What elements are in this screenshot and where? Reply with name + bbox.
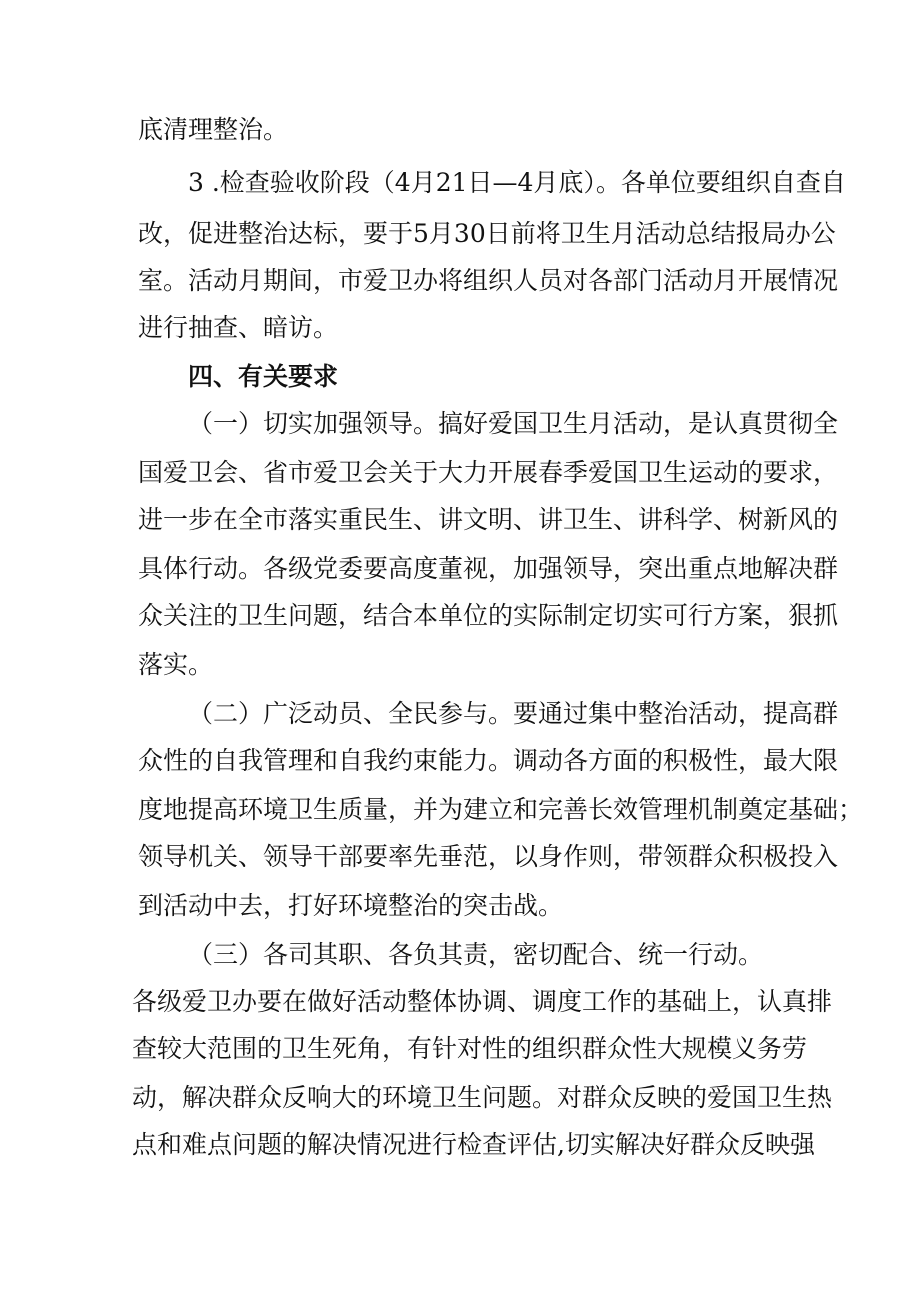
text-line: 度地提高环境卫生质量，并为建立和完善长效管理机制奠定基础； xyxy=(138,795,864,824)
text-line: 众关注的卫生问题，结合本单位的实际制定切实可行方案，狠抓 xyxy=(138,601,839,630)
text-line: 到活动中去，打好环境整治的突击战。 xyxy=(138,891,564,920)
text-line: 具体行动。各级党委要高度董视，加强领导，突出重点地解决群 xyxy=(138,554,839,583)
text-line: 动，解决群众反响大的环境卫生问题。对群众反映的爱国卫生热 xyxy=(132,1083,833,1112)
text-line: 落实。 xyxy=(138,650,214,679)
text-line: （一）切实加强领导。搞好爱国卫生月活动，是认真贯彻全 xyxy=(188,409,839,438)
text-line: 室。活动月期间，市爱卫办将组织人员对各部门活动月开展情况 xyxy=(138,266,839,295)
text-line: 查较大范围的卫生死角，有针对性的组织群众性大规模义务劳 xyxy=(132,1034,808,1063)
text-line: 各级爱卫办要在做好活动整体协调、调度工作的基础上，认真排 xyxy=(132,987,833,1016)
text-line: （三）各司其职、各负其责，密切配合、统一行动。 xyxy=(188,940,764,969)
text-line: 改，促进整治达标，要于5月30日前将卫生月活动总结报局办公 xyxy=(138,219,836,248)
section-heading: 四、有关要求 xyxy=(188,362,339,391)
text-line: 点和难点问题的解决情况进行检查评估,切实解决好群众反映强 xyxy=(132,1130,815,1159)
text-line: 国爱卫会、省市爱卫会关于大力开展春季爱国卫生运动的要求， xyxy=(138,458,839,487)
text-line: 众性的自我管理和自我约束能力。调动各方面的积极性，最大限 xyxy=(138,746,839,775)
text-line: 领导机关、领导干部要率先垂范，以身作则，带领群众积极投入 xyxy=(138,842,839,871)
text-line: 3 .检查验收阶段（4月21日—4月底）。各单位要组织自查自 xyxy=(188,168,846,197)
text-line: 底清理整治。 xyxy=(138,115,289,144)
text-line: 进一步在全市落实重民生、讲文明、讲卫生、讲科学、树新风的 xyxy=(138,505,839,534)
text-line: 进行抽查、暗访。 xyxy=(138,313,339,342)
text-line: （二）广泛动员、全民参与。要通过集中整治活动，提高群 xyxy=(188,699,839,728)
